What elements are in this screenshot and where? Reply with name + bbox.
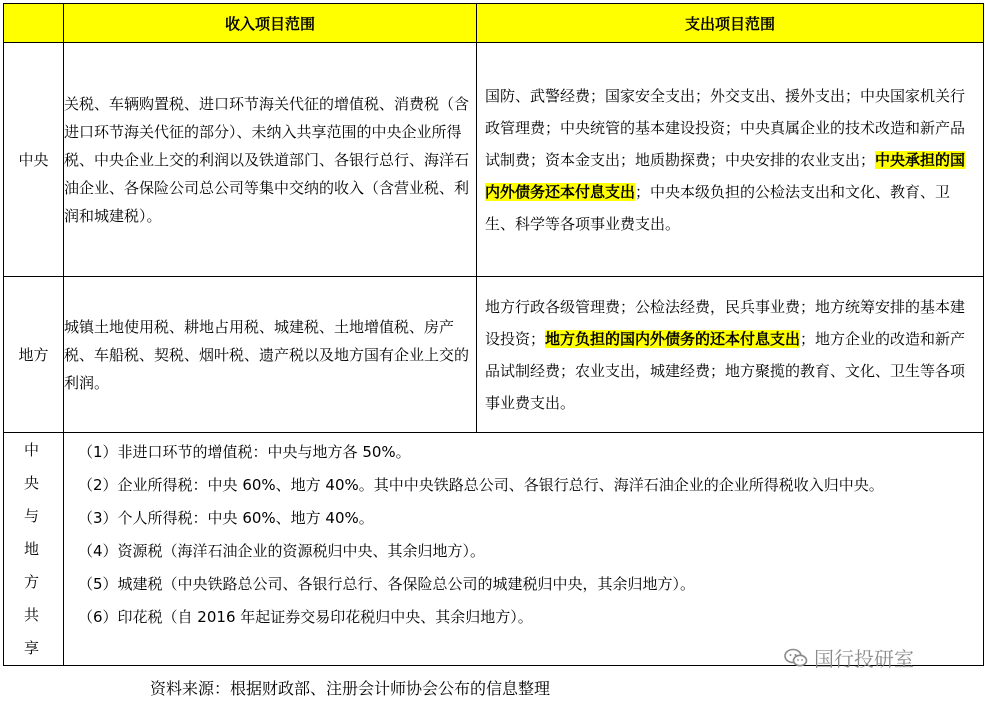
- central-debt-highlight: 中央承担的国内外债务还本付息支出: [485, 150, 966, 201]
- income-header: 收入项目范围: [64, 4, 477, 43]
- table-row: [4, 43, 984, 277]
- row-label-central: 中央: [4, 43, 64, 277]
- row-label-local: 地方: [4, 277, 64, 433]
- central-expense-text-after: ；中央本级负担的公检法支出和文化、教育、卫生、科学等各项事业费支出。: [485, 182, 951, 233]
- corner-cell: [4, 4, 64, 43]
- local-debt-highlight: 地方负担的国内外债务的还本付息支出: [545, 329, 801, 348]
- central-expense-text: 国防、武警经费；国家安全支出；外交支出、援外支出；中央国家机关行政管理费；中央统管的基本建设投资；中央真属企业的技术改造和新产品试制费；资本金支出；地质勘探费；中央安排的农业支出；: [485, 86, 966, 169]
- local-expense-cell: [477, 277, 984, 433]
- revenue-expense-table: [3, 3, 984, 666]
- central-expense-cell: [477, 43, 984, 277]
- list-item: （5）城建税（中央铁路总公司、各银行总行、各保险总公司的城建税归中央，其余归地方）。: [78, 575, 696, 593]
- row-label-shared: 中央与地方共享: [4, 433, 64, 666]
- local-expense-text-after: ；地方企业的改造和新产品试制经费；农业支出，城建经费；地方聚揽的教育、文化、卫生等各项事业费支出。: [485, 329, 966, 412]
- expense-header: 支出项目范围: [477, 4, 984, 43]
- watermark-text: 国行投研室: [814, 647, 914, 671]
- list-item: （3）个人所得税：中央 60%、地方 40%。: [78, 509, 374, 527]
- wechat-icon: [784, 648, 808, 673]
- table-row: [4, 277, 984, 433]
- list-item: （4）资源税（海洋石油企业的资源税归中央、其余归地方）。: [78, 542, 486, 560]
- list-item: （2）企业所得税：中央 60%、地方 40%。其中中央铁路总公司、各银行总行、海洋石油企业的企业所得税收入归中央。: [78, 476, 884, 494]
- shared-row: [4, 433, 984, 666]
- central-income-cell: 关税、车辆购置税、进口环节海关代征的增值税、消费税（含进口环节海关代征的部分）、未纳入共享范围的中央企业所得税、中央企业上交的利润以及铁道部门、各银行总行、海洋石油企业、各保险公司总公司等集中交纳的收入（含营业税、利润和城建税）。: [64, 43, 477, 277]
- list-item: （6）印花税（自 2016 年起证券交易印花税归中央、其余归地方）。: [78, 608, 533, 626]
- local-income-cell: 城镇土地使用税、耕地占用税、城建税、土地增值税、房产税、车船税、契税、烟叶税、遗产税以及地方国有企业上交的利润。: [64, 277, 477, 433]
- watermark: [784, 643, 914, 673]
- list-item: （1）非进口环节的增值税：中央与地方各 50%。: [78, 443, 411, 461]
- local-expense-text: 地方行政各级管理费；公检法经费，民兵事业费；地方统筹安排的基本建设投资；: [485, 297, 966, 348]
- shared-items-cell: [64, 433, 984, 666]
- source-note: 资料来源：根据财政部、注册会计师协会公布的信息整理: [150, 679, 551, 698]
- header-row: [4, 4, 984, 43]
